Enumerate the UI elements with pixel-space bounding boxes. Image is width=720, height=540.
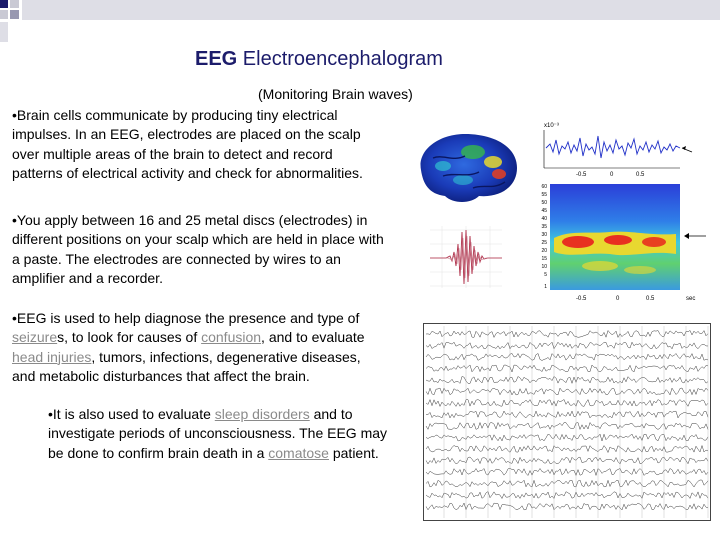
eeg-trace <box>426 446 708 453</box>
paragraph-intro: •Brain cells communicate by producing tiny electrical impulses. In an EEG, electrodes are placed on the scalp over multiple areas of the brain to detect and record patterns of electrical activity and check for abnormalities. <box>12 107 363 182</box>
text-span: patient. <box>328 444 379 461</box>
spectro-y-tick: 45 <box>541 208 547 214</box>
eeg-trace <box>426 388 708 395</box>
spectro-y-tick: 5 <box>544 272 547 278</box>
page-title <box>195 48 443 71</box>
eeg-recording-image <box>423 323 711 521</box>
eeg-trace <box>426 342 708 349</box>
page-subtitle: (Monitoring Brain waves) <box>258 86 413 102</box>
eeg-trace <box>426 469 708 476</box>
eeg-trace <box>426 492 708 499</box>
link-comatose[interactable]: comatose <box>268 444 329 461</box>
eeg-trace <box>426 457 708 464</box>
wave-x-tick: 0.5 <box>636 172 645 178</box>
paragraph-electrodes: •You apply between 16 and 25 metal discs (electrodes) in different positions on your scalp which are held in place with a paste. The electrodes are connected by wires to an amplifier and a recorder. <box>12 212 384 287</box>
spectro-x-tick: sec <box>686 296 696 302</box>
link-head-injuries[interactable]: head injuries <box>12 348 92 365</box>
eeg-trace <box>426 480 708 487</box>
eeg-trace <box>426 365 708 372</box>
wavelet-image <box>426 222 506 290</box>
eeg-trace <box>426 400 708 407</box>
eeg-trace <box>426 434 708 441</box>
eeg-trace <box>426 331 708 338</box>
wave-x-tick: 0 <box>610 172 614 178</box>
spectro-y-tick: 50 <box>541 200 547 206</box>
svg-text:x10⁻³: x10⁻³ <box>544 123 559 129</box>
text-span: •It is also used to evaluate <box>48 406 215 422</box>
spectro-y-tick: 1 <box>544 284 547 290</box>
eeg-trace <box>426 377 708 384</box>
spectro-y-tick: 35 <box>541 224 547 230</box>
spectro-y-tick: 25 <box>541 240 547 246</box>
brain-image <box>413 128 523 206</box>
spectrogram-plot <box>530 180 710 304</box>
eeg-trace <box>426 354 708 361</box>
eeg-trace <box>426 423 708 430</box>
link-seizure[interactable]: seizure <box>12 329 58 346</box>
text-span: and to investigate periods of unconsciousness. The EEG may be done to confirm brain death in a <box>48 406 388 461</box>
link-sleep-disorders[interactable]: sleep disorders <box>214 406 310 422</box>
spectro-y-tick: 60 <box>541 184 547 190</box>
text-span: •EEG is used to help diagnose the presence and type of <box>12 310 360 326</box>
spectro-y-tick: 30 <box>541 232 547 238</box>
waveform-plot <box>530 118 710 180</box>
eeg-trace <box>426 503 708 510</box>
spectro-x-tick: -0.5 <box>576 296 587 302</box>
wave-x-tick: -0.5 <box>576 172 587 178</box>
spectro-y-tick: 20 <box>541 248 547 254</box>
eeg-trace <box>426 411 708 418</box>
spectro-y-tick: 40 <box>541 216 547 222</box>
text-span: , tumors, infections, degenerative diseases, and metabolic disturbances that affect the brain. <box>12 348 361 385</box>
spectro-x-tick: 0 <box>616 296 620 302</box>
text-span: , and to evaluate <box>261 329 365 346</box>
paragraph-sleep <box>48 405 388 463</box>
link-confusion[interactable]: confusion <box>201 329 262 346</box>
text-span: s, to look for causes of <box>57 329 202 346</box>
spectro-x-tick: 0.5 <box>646 296 655 302</box>
spectro-y-tick: 15 <box>541 256 547 262</box>
title-rest: Electroencephalogram <box>237 48 443 70</box>
paragraph-uses <box>12 309 384 387</box>
waveform-line <box>546 136 680 158</box>
corner-decoration <box>0 0 720 46</box>
spectro-y-tick: 55 <box>541 192 547 198</box>
title-bold: EEG <box>195 48 238 70</box>
spectro-y-tick: 10 <box>541 264 547 270</box>
